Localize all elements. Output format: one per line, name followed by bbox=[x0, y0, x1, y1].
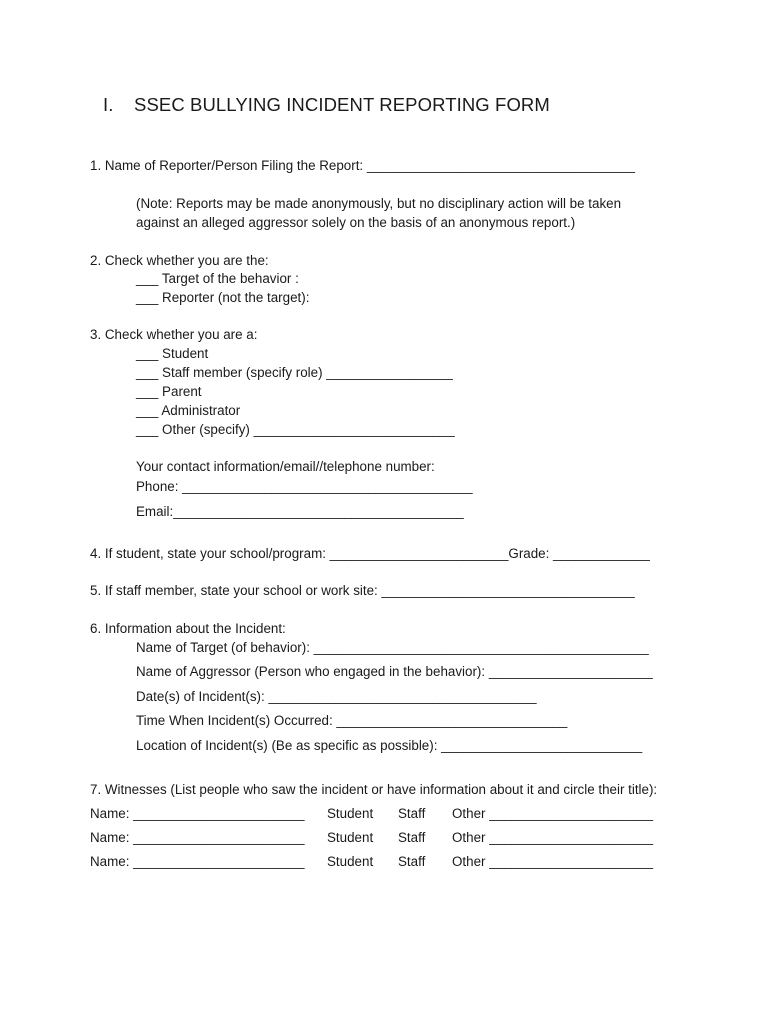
q4-school-grade-field[interactable]: 4. If student, state your school/program: ________________________Grade: _____________ bbox=[90, 546, 650, 561]
incident-time-field[interactable]: Time When Incident(s) Occurred: _______________________________ bbox=[136, 713, 568, 728]
q6-label: 6. Information about the Incident: bbox=[90, 621, 286, 636]
witness-3-staff-option[interactable]: Staff bbox=[398, 854, 426, 869]
witness-2-name-field[interactable]: Name: _______________________ bbox=[90, 830, 305, 845]
witness-1-staff-option[interactable]: Staff bbox=[398, 806, 426, 821]
q3-label: 3. Check whether you are a: bbox=[90, 327, 258, 342]
incident-location-field[interactable]: Location of Incident(s) (Be as specific as possible): ___________________________ bbox=[136, 738, 643, 753]
witness-3-other-field[interactable]: Other ______________________ bbox=[452, 854, 654, 869]
contact-info-label: Your contact information/email//telephone number: bbox=[136, 459, 435, 474]
q1-note-line-2: against an alleged aggressor solely on the basis of an anonymous report.) bbox=[136, 215, 576, 230]
email-field[interactable]: Email:_______________________________________ bbox=[136, 504, 464, 519]
q3-option-other[interactable]: ___ Other (specify) ___________________________ bbox=[136, 422, 455, 437]
witness-1-other-field[interactable]: Other ______________________ bbox=[452, 806, 654, 821]
q7-label: 7. Witnesses (List people who saw the incident or have information about it and circle their title): bbox=[90, 782, 658, 797]
title-numeral: I. bbox=[103, 94, 114, 115]
q2-option-reporter[interactable]: ___ Reporter (not the target): bbox=[136, 290, 310, 305]
q2-option-target[interactable]: ___ Target of the behavior : bbox=[136, 271, 299, 286]
aggressor-name-field[interactable]: Name of Aggressor (Person who engaged in the behavior): ______________________ bbox=[136, 664, 653, 679]
witness-2-student-option[interactable]: Student bbox=[327, 830, 374, 845]
incident-date-field[interactable]: Date(s) of Incident(s): ____________________________________ bbox=[136, 689, 537, 704]
q1-note-line-1: (Note: Reports may be made anonymously, but no disciplinary action will be taken bbox=[136, 196, 622, 211]
witness-2-other-field[interactable]: Other ______________________ bbox=[452, 830, 654, 845]
q3-option-student[interactable]: ___ Student bbox=[136, 346, 209, 361]
target-name-field[interactable]: Name of Target (of behavior): _____________________________________________ bbox=[136, 640, 649, 655]
witness-2-staff-option[interactable]: Staff bbox=[398, 830, 426, 845]
q3-option-staff[interactable]: ___ Staff member (specify role) _________________ bbox=[136, 365, 453, 380]
witness-1-student-option[interactable]: Student bbox=[327, 806, 374, 821]
witness-3-student-option[interactable]: Student bbox=[327, 854, 374, 869]
witness-1-name-field[interactable]: Name: _______________________ bbox=[90, 806, 305, 821]
phone-field[interactable]: Phone: _______________________________________ bbox=[136, 479, 473, 494]
q5-work-site-field[interactable]: 5. If staff member, state your school or work site: __________________________________ bbox=[90, 583, 635, 598]
page-title: SSEC BULLYING INCIDENT REPORTING FORM bbox=[134, 94, 550, 115]
q3-option-parent[interactable]: ___ Parent bbox=[136, 384, 202, 399]
q3-option-administrator[interactable]: ___ Administrator bbox=[136, 403, 241, 418]
q1-reporter-name-field[interactable]: 1. Name of Reporter/Person Filing the Report: ____________________________________ bbox=[90, 158, 635, 173]
q2-label: 2. Check whether you are the: bbox=[90, 253, 269, 268]
witness-3-name-field[interactable]: Name: _______________________ bbox=[90, 854, 305, 869]
